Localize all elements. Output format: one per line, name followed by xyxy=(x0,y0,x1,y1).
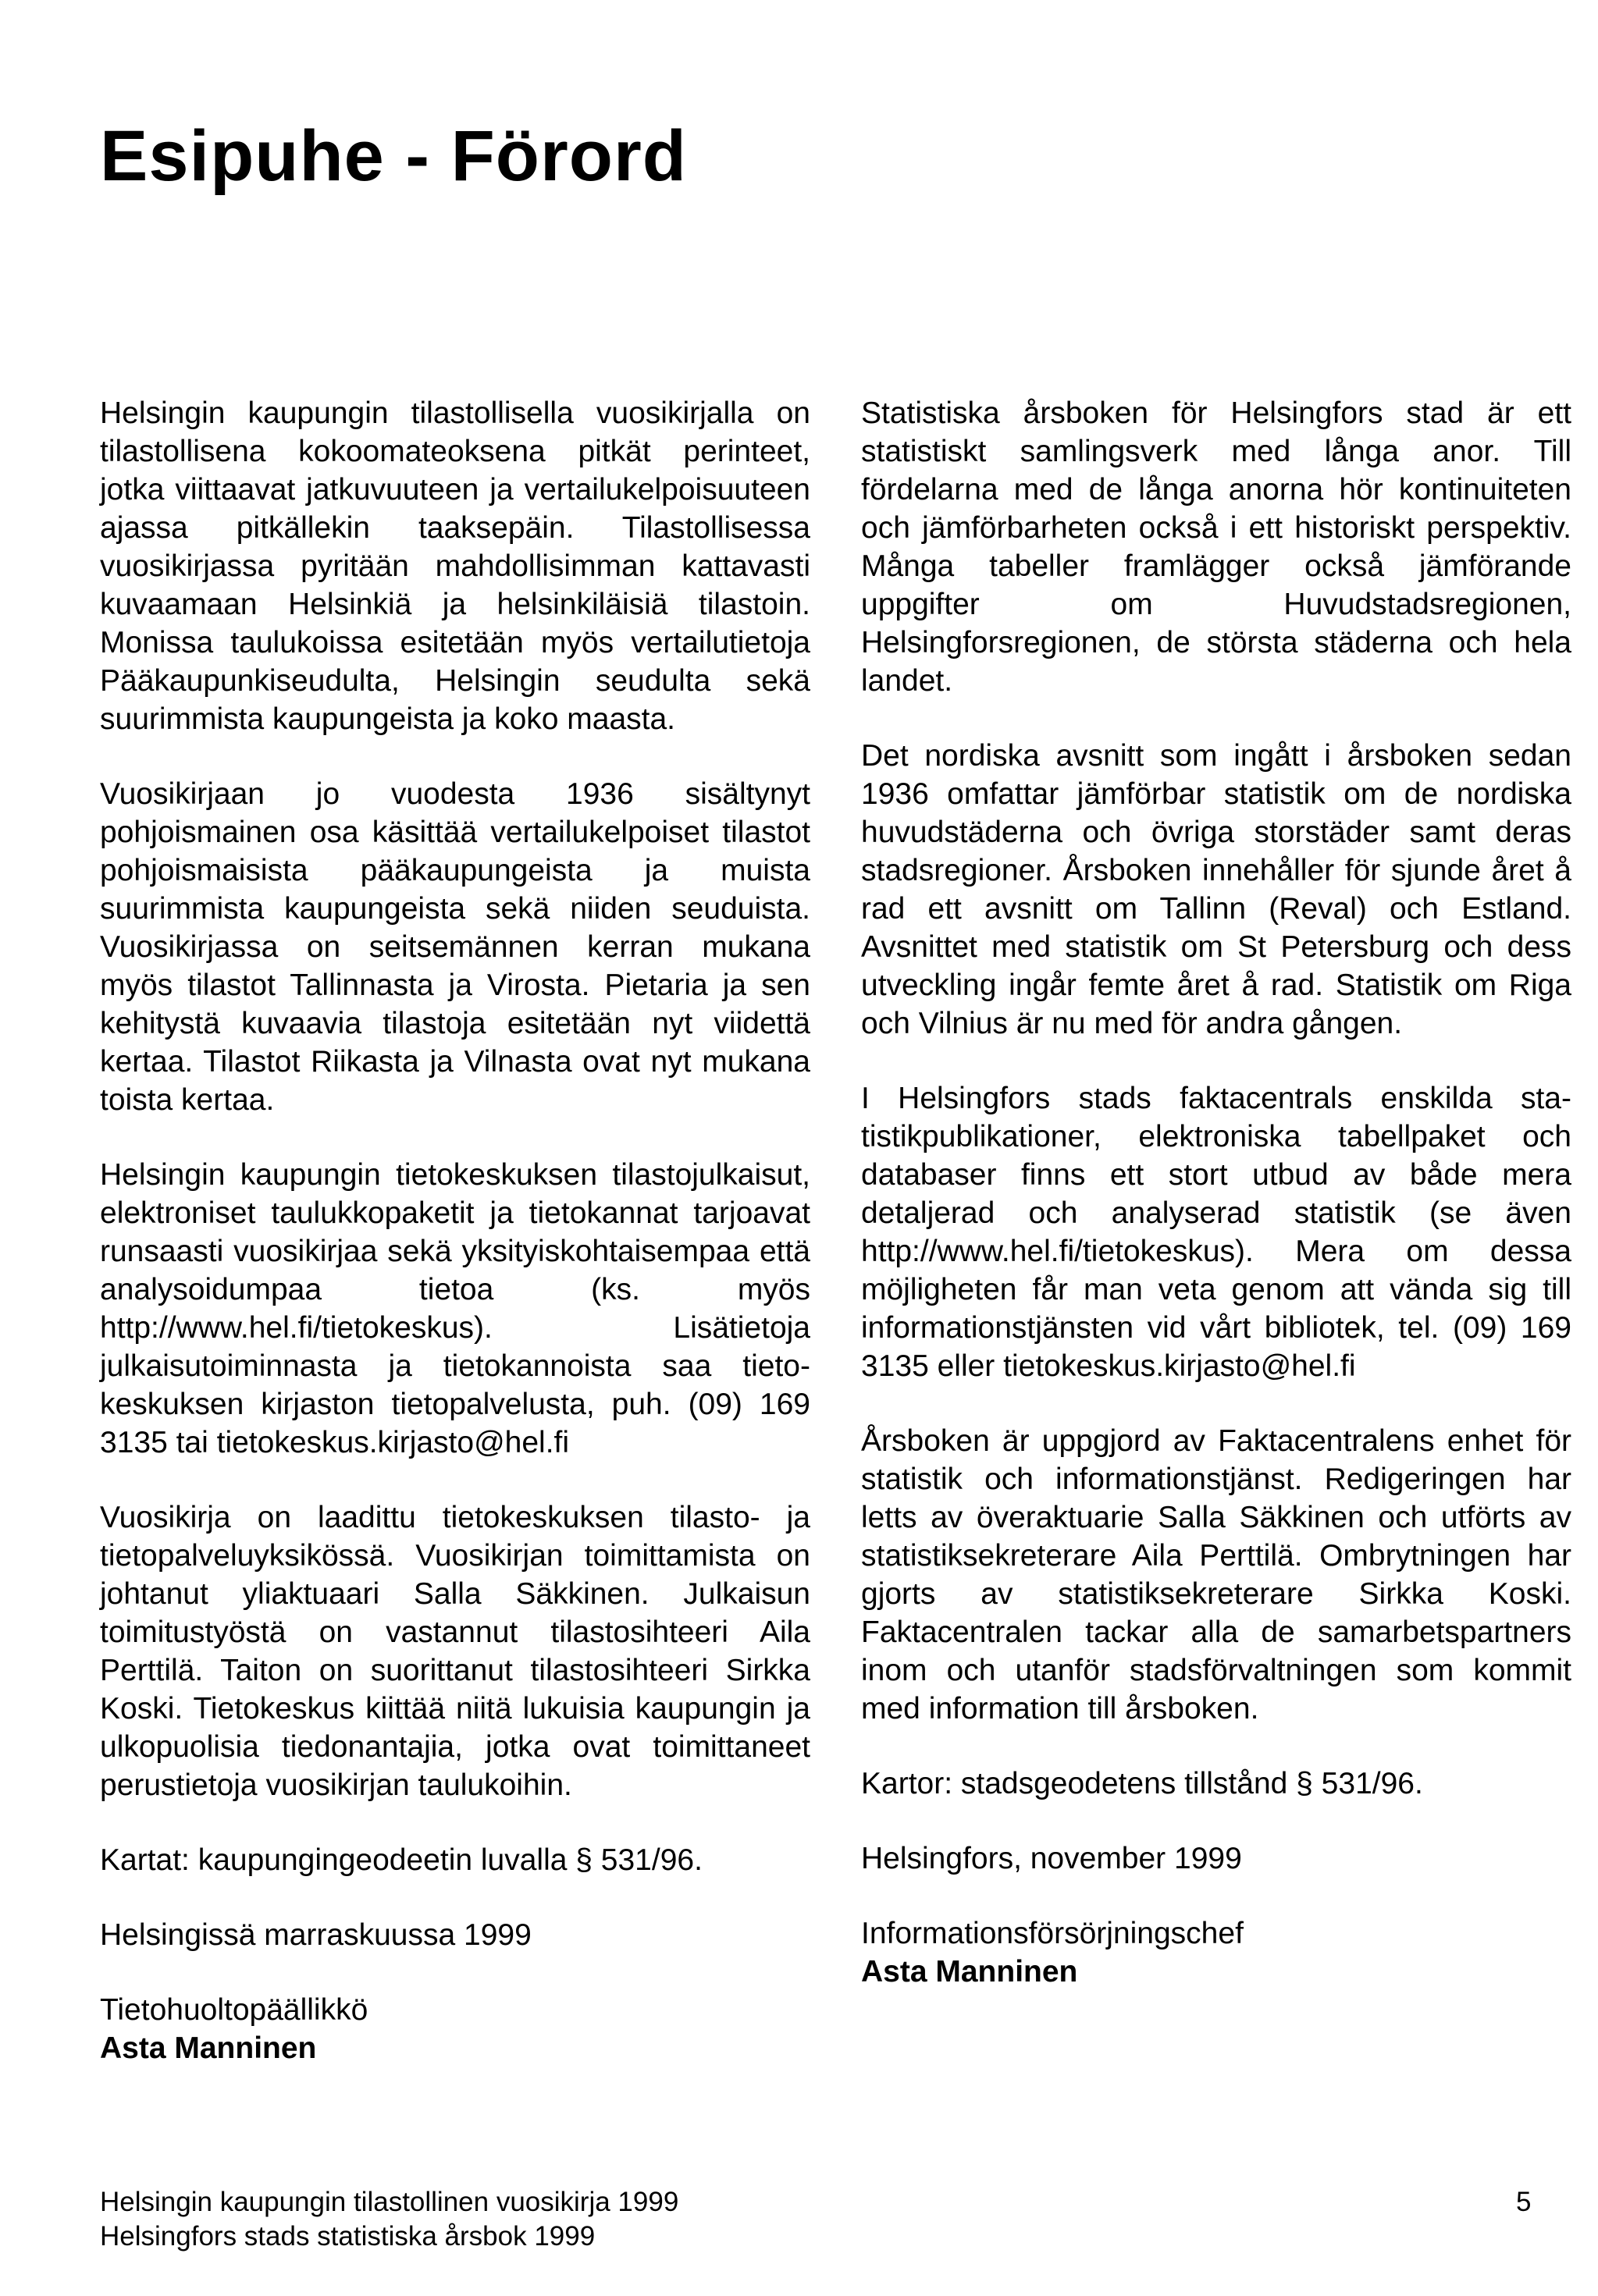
finnish-maps-note: Kartat: kaupungingeodeetin luvalla § 531/96. xyxy=(100,1843,703,1877)
finnish-place-date: Helsingissä marraskuussa 1999 xyxy=(100,1918,532,1952)
swedish-maps-note: Kartor: stadsgeodetens tillstånd § 531/96. xyxy=(861,1767,1423,1800)
swedish-signer-name: Asta Manninen xyxy=(861,1955,1078,1989)
swedish-column xyxy=(861,394,1571,1991)
page-title: Esipuhe - Förord xyxy=(100,116,687,196)
swedish-paragraph-3: I Helsingfors stads faktacentrals enskilda statistikpublikationer, elektroniska tabellpaket och databaser finns ett stort utbud av både mera detaljerad och analyserad statistik (se även http://www.hel.fi/tietokeskus). Mera om dessa möjligheten får man veta genom att vända sig till informationstjänsten vid vårt bibliotek, tel. (09) 169 3135 eller tietokeskus.kirjasto@hel.fi xyxy=(861,1082,1571,1383)
finnish-signer-name: Asta Manninen xyxy=(100,2031,317,2065)
finnish-signature xyxy=(100,1991,810,2067)
finnish-column xyxy=(100,394,810,2067)
swedish-paragraph-2: Det nordiska avsnitt som ingått i årsboken sedan 1936 omfattar jämförbar statistik om de nordiska huvudstäderna och övriga storstäder samt deras stadsregioner. Årsboken innehåller för sjunde året å rad ett avsnitt om Tallinn (Reval) och Estland. Avsnittet med statistik om St Petersburg och dess utveckling ingår femte året å rad. Statistik om Riga och Vilnius är nu med för andra gången. xyxy=(861,739,1571,1040)
swedish-paragraph-4: Årsboken är uppgjord av Faktacentralens enhet för statistik och informationstjänst. Redigeringen har letts av överaktuarie Salla Säkkinen och utförts av statistiksekreterare Aila Perttilä. Ombrytningen har gjorts av statistiksekreterare Sirkka Koski. Faktacentralen tackar alla de samarbetspartners inom och utanför stadsförvaltningen som kommit med information till årsboken. xyxy=(861,1424,1571,1726)
footer-title-swedish: Helsingfors stads statistiska årsbok 1999 xyxy=(100,2221,596,2252)
page-footer xyxy=(100,2185,678,2254)
footer-title-finnish: Helsingin kaupungin tilastollinen vuosikirja 1999 xyxy=(100,2187,679,2217)
swedish-signature xyxy=(861,1914,1571,1991)
finnish-signer-title: Tietohuoltopäällikkö xyxy=(100,1993,368,2027)
finnish-paragraph-3: Helsingin kaupungin tietokeskuksen tilastojulkaisut, elektroniset taulukkopaketit ja tietokannat tarjoavat runsaasti vuosikirjaa sekä yksityiskohtaisempaa että analysoidumpaa tietoa (ks. myös http://www.hel.fi/tietokeskus). Lisätietoja julkaisutoiminnasta ja tietokannoista saa tietokeskuksen kirjaston tietopalvelusta, puh. (09) 169 3135 tai tietokeskus.kirjasto@hel.fi xyxy=(100,1158,810,1459)
finnish-paragraph-4: Vuosikirja on laadittu tietokeskuksen tilasto- ja tietopalveluyksikössä. Vuosikirjan toimittamista on johtanut yliaktuaari Salla Säkkinen. Julkaisun toimitustyöstä on vastannut tilastosihteeri Aila Perttilä. Taiton on suorittanut tilastosihteeri Sirkka Koski. Tietokeskus kiittää niitä lukuisia kaupungin ja ulkopuolisia tiedonantajia, jotka ovat toimittaneet perustietoja vuosikirjan taulukoihin. xyxy=(100,1501,810,1802)
page-number: 5 xyxy=(1516,2187,1532,2217)
swedish-paragraph-1: Statistiska årsboken för Helsingfors stad är ett statistiskt samlingsverk med långa anor. Till fördelarna med de långa anorna hör kontinuiteten och jämförbarheten också i ett historiskt perspektiv. Många tabeller framlägger också jämförande uppgifter om Huvudstadsregionen, Helsingforsregionen, de största städerna och hela landet. xyxy=(861,396,1571,698)
swedish-place-date: Helsingfors, november 1999 xyxy=(861,1842,1242,1875)
swedish-signer-title: Informationsförsörjningschef xyxy=(861,1917,1244,1950)
finnish-paragraph-2: Vuosikirjaan jo vuodesta 1936 sisältynyt pohjoismainen osa käsittää vertailukelpoiset tilastot pohjoismaisista pääkaupungeista ja muista suurimmista kaupungeista sekä niiden seuduista. Vuosikirjassa on seitsemännen kerran mukana myös tilastot Tallinnasta ja Virosta. Pietaria ja sen kehitystä kuvaavia tilastoja esitetään nyt viidettä kertaa. Tilastot Riikasta ja Vilnasta ovat nyt mukana toista kertaa. xyxy=(100,777,810,1117)
finnish-paragraph-1: Helsingin kaupungin tilastollisella vuosikirjalla on tilastollisena kokoomateoksena pitkät perinteet, jotka viittaavat jatkuvuuteen ja vertailukelpoisuuteen ajassa pitkällekin taaksepäin. Tilastollisessa vuosikirjassa pyritään mahdollisimman kattavasti kuvaamaan Helsinkiä ja helsinkiläisiä tilastoin. Monissa taulukoissa esitetään myös vertailutietoja Pääkaupunkiseudulta, Helsingin seudulta sekä suurimmista kaupungeista ja koko maasta. xyxy=(100,396,810,736)
